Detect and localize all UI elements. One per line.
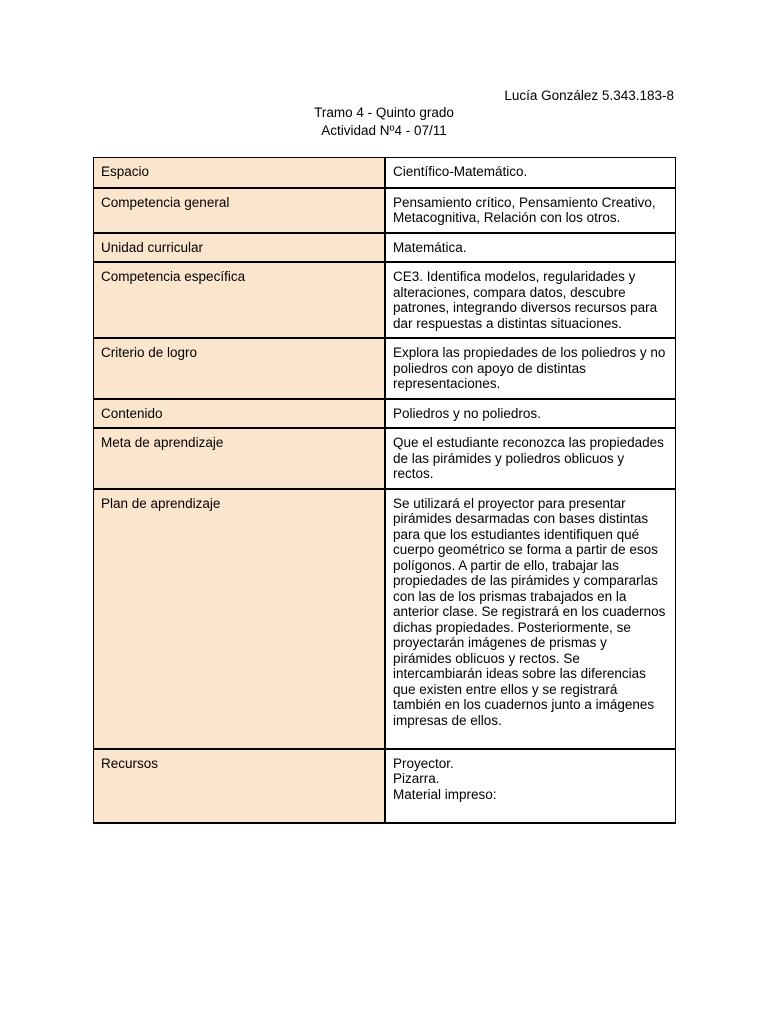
row-value-unidad-curricular: Matemática.	[385, 233, 676, 263]
table-row	[94, 338, 676, 399]
row-value-contenido: Poliedros y no poliedros.	[385, 399, 676, 429]
row-label-criterio-de-logro: Criterio de logro	[94, 338, 386, 399]
row-value-competencia-especifica: CE3. Identifica modelos, regularidades y alteraciones, compara datos, descubre patrones, integrando diversos recursos para dar respuestas a distintas situaciones.	[385, 262, 676, 338]
row-value-plan-de-aprendizaje: Se utilizará el proyector para presentar pirámides desarmadas con bases distintas para que los estudiantes identifiquen qué cuerpo geométrico se forma a partir de esos polígonos. A partir de ello, trabajar las propiedades de las pirámides y compararlas con las de los prismas trabajados en la anterior clase. Se registrará en los cuadernos dichas propiedades. Posteriormente, se proyectarán imágenes de prismas y pirámides oblicuos y rectos. Se intercambiarán ideas sobre las diferencias que existen entre ellos y se registrará también en los cuadernos junto a imágenes impresas de ellos.	[385, 489, 676, 749]
table-row	[94, 233, 676, 263]
row-label-competencia-general: Competencia general	[94, 188, 386, 233]
table-row	[94, 428, 676, 489]
table-row	[94, 262, 676, 338]
document-title-tramo: Tramo 4 - Quinto grado	[314, 105, 454, 120]
document-title-actividad: Actividad Nº4 - 07/11	[321, 123, 447, 138]
row-value-criterio-de-logro: Explora las propiedades de los poliedros y no poliedros con apoyo de distintas representaciones.	[385, 338, 676, 399]
row-value-recursos: Proyector. Pizarra. Material impreso:	[385, 749, 676, 823]
row-label-espacio: Espacio	[94, 158, 386, 188]
table-row	[94, 489, 676, 749]
row-label-recursos: Recursos	[94, 749, 386, 823]
lesson-plan-table	[93, 157, 676, 824]
table-row	[94, 399, 676, 429]
row-value-competencia-general: Pensamiento crítico, Pensamiento Creativo, Metacognitiva, Relación con los otros.	[385, 188, 676, 233]
author-line: Lucía González 5.343.183-8	[504, 88, 674, 103]
row-label-meta-de-aprendizaje: Meta de aprendizaje	[94, 428, 386, 489]
row-label-plan-de-aprendizaje: Plan de aprendizaje	[94, 489, 386, 749]
document-title-block	[0, 104, 768, 140]
table-row	[94, 158, 676, 188]
row-value-espacio: Científico-Matemático.	[385, 158, 676, 188]
row-label-unidad-curricular: Unidad curricular	[94, 233, 386, 263]
table-row	[94, 749, 676, 823]
table-row	[94, 188, 676, 233]
row-label-competencia-especifica: Competencia específica	[94, 262, 386, 338]
row-label-contenido: Contenido	[94, 399, 386, 429]
row-value-meta-de-aprendizaje: Que el estudiante reconozca las propiedades de las pirámides y poliedros oblicuos y rectos.	[385, 428, 676, 489]
